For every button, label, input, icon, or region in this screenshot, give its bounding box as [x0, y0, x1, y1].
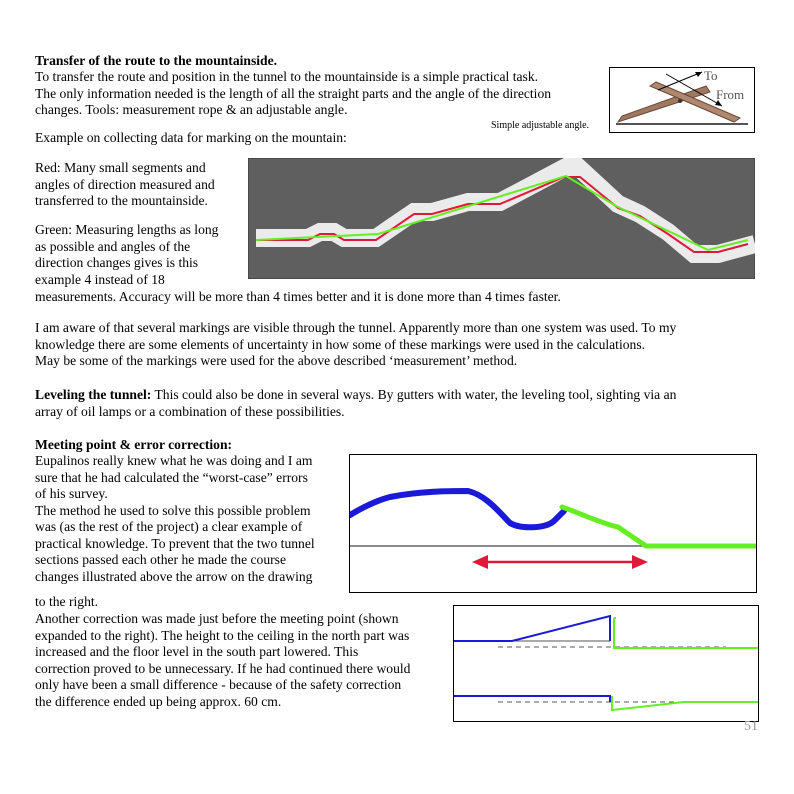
text-line: of his survey.	[35, 486, 108, 501]
text-line: practical knowledge. To prevent that the two tunnel	[35, 535, 315, 551]
text-line: May be some of the markings were used for the above described ‘measurement’ method.	[35, 353, 518, 368]
text-line: The only information needed is the length of all the straight parts and the angle of the direction	[35, 85, 552, 101]
leveling-heading: Leveling the tunnel:	[35, 387, 152, 402]
meeting-paragraph-continued: to the right.	[35, 594, 99, 609]
meeting-point-expanded-figure	[453, 605, 759, 722]
adjustable-angle-figure	[609, 67, 755, 133]
text-line: To transfer the route and position in the tunnel to the mountainside is a simple practical task.	[35, 69, 539, 84]
green-description	[35, 222, 218, 288]
text-line: knowledge there are some elements of uncertainty in how some of these markings were used in the calculations.	[35, 336, 646, 352]
text-line: was (as the rest of the project) a clear example of	[35, 519, 303, 534]
section-heading-meeting: Meeting point & error correction:	[35, 437, 233, 452]
text-line	[35, 387, 676, 404]
markings-paragraph	[35, 320, 676, 370]
text-line: transferred to the mountainside.	[35, 193, 208, 208]
angle-label-from: From	[716, 87, 745, 102]
example-line: Example on collecting data for marking on the mountain:	[35, 130, 347, 145]
transfer-paragraph	[35, 69, 551, 119]
section-heading-transfer: Transfer of the route to the mountainside.	[35, 53, 278, 68]
text-line: I am aware of that several markings are visible through the tunnel. Apparently more than one system was used. To my	[35, 320, 677, 335]
text-line: sure that he had calculated the “worst-case” errors	[35, 469, 308, 485]
text-line: direction changes gives is this	[35, 255, 199, 270]
text-line: increased and the floor level in the south part lowered. This	[35, 644, 359, 659]
text-line: expanded to the right). The height to the ceiling in the north part was	[35, 627, 410, 643]
angle-label-to: To	[704, 68, 718, 83]
angle-caption: Simple adjustable angle.	[491, 120, 590, 131]
text-line: correction proved to be unnecessary. If he had continued there would	[35, 660, 411, 676]
text-line: angles of direction measured and	[35, 176, 215, 192]
page-number: 51	[744, 719, 758, 734]
leveling-paragraph	[35, 387, 676, 420]
text-line: The method he used to solve this possible problem	[35, 502, 311, 518]
text-line: Eupalinos really knew what he was doing and I am	[35, 453, 313, 468]
north-tunnel-path	[350, 491, 564, 527]
text-line: the difference ended up being approx. 60 cm.	[35, 693, 282, 709]
text-line: array of oil lamps or a combination of these possibilities.	[35, 403, 345, 419]
text-line: Green: Measuring lengths as long	[35, 222, 219, 237]
text-line: as possible and angles of the	[35, 238, 191, 254]
route-measurement-diagram	[248, 158, 755, 279]
green-description-continued: measurements. Accuracy will be more than 4 times better and it is done more than 4 times faster.	[35, 289, 561, 304]
text-line: only have been a small difference - because of the safety correction	[35, 677, 402, 692]
leveling-text: This could also be done in several ways. By gutters with water, the leveling tool, sighting via an	[151, 387, 677, 402]
correction-paragraph	[35, 611, 410, 710]
text-line: changes. Tools: measurement rope & an adjustable angle.	[35, 102, 348, 117]
course-change-figure	[349, 454, 757, 593]
text-line: Red: Many small segments and	[35, 160, 206, 175]
text-line: Another correction was made just before the meeting point (shown	[35, 611, 399, 626]
text-line: sections passed each other he made the course	[35, 552, 287, 567]
red-description	[35, 160, 215, 210]
route-diagram-svg	[248, 158, 755, 279]
meeting-point-svg	[454, 606, 758, 721]
south-tunnel-path	[562, 507, 756, 546]
meeting-paragraph	[35, 453, 315, 585]
course-change-svg	[350, 455, 756, 592]
text-line: example 4 instead of 18	[35, 271, 165, 287]
text-line: changes illustrated above the arrow on the drawing	[35, 568, 313, 584]
